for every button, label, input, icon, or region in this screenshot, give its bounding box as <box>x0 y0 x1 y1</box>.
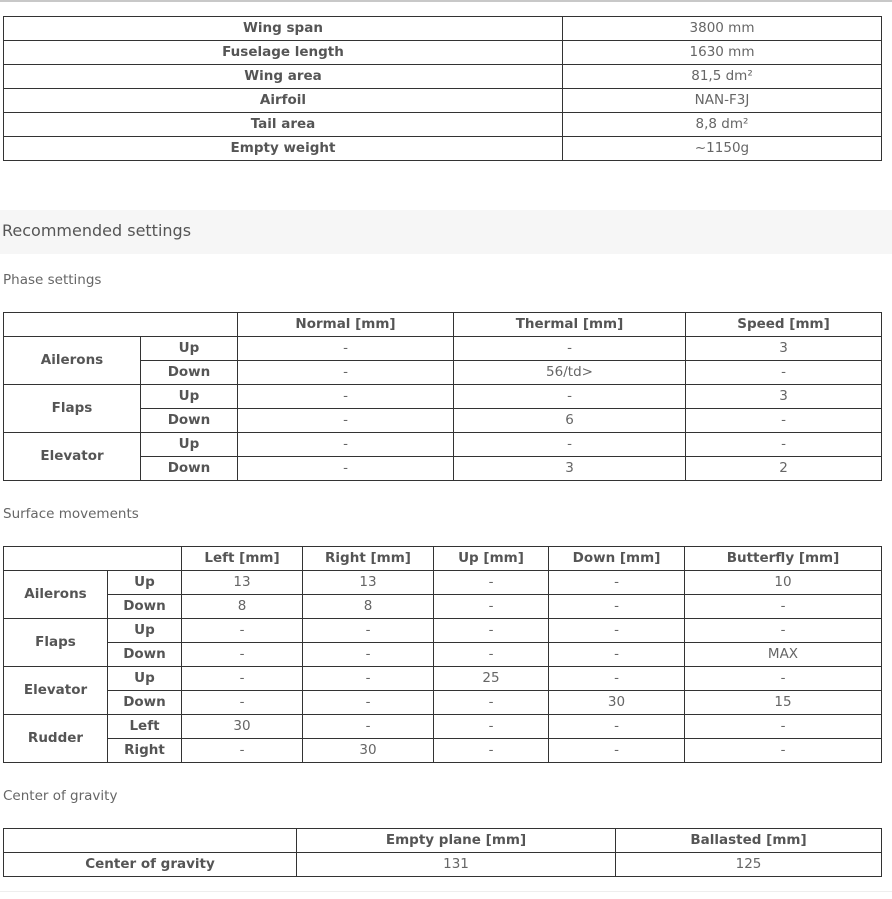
column-header: Up [mm] <box>434 547 549 571</box>
direction-label: Up <box>141 337 238 361</box>
table-row <box>4 715 882 739</box>
table-header-row <box>4 547 882 571</box>
value-cell: - <box>549 667 685 691</box>
direction-label: Down <box>141 457 238 481</box>
direction-label: Down <box>108 691 182 715</box>
table-row <box>4 137 882 161</box>
value-cell: - <box>434 571 549 595</box>
direction-label: Right <box>108 739 182 763</box>
table-row <box>4 595 882 619</box>
value-cell: 125 <box>616 853 882 877</box>
spec-value: NAN-F3J <box>563 89 882 113</box>
column-header: Thermal [mm] <box>454 313 686 337</box>
value-cell: - <box>303 667 434 691</box>
surface-movements-table <box>3 546 882 763</box>
table-row <box>4 337 882 361</box>
value-cell: - <box>434 715 549 739</box>
value-cell: - <box>238 385 454 409</box>
value-cell: 2 <box>686 457 882 481</box>
blank-header-cell <box>4 829 297 853</box>
value-cell: - <box>238 409 454 433</box>
value-cell: - <box>685 739 882 763</box>
table-header-row <box>4 829 882 853</box>
spec-label: Fuselage length <box>4 41 563 65</box>
value-cell: - <box>303 643 434 667</box>
value-cell: 3 <box>686 385 882 409</box>
value-cell: 30 <box>549 691 685 715</box>
table-row <box>4 41 882 65</box>
value-cell: - <box>182 667 303 691</box>
table-row <box>4 571 882 595</box>
value-cell: - <box>238 457 454 481</box>
table-row <box>4 89 882 113</box>
phase-settings-title: Phase settings <box>3 272 102 288</box>
value-cell: - <box>549 715 685 739</box>
value-cell: - <box>549 571 685 595</box>
value-cell: - <box>686 433 882 457</box>
table-header-row <box>4 313 882 337</box>
recommended-settings-header <box>0 210 892 254</box>
group-label: Ailerons <box>4 337 141 385</box>
value-cell: 3 <box>454 457 686 481</box>
spec-value: 3800 mm <box>563 17 882 41</box>
value-cell: 6 <box>454 409 686 433</box>
value-cell: - <box>549 619 685 643</box>
value-cell: 13 <box>303 571 434 595</box>
value-cell: - <box>434 619 549 643</box>
direction-label: Up <box>108 571 182 595</box>
row-label: Center of gravity <box>4 853 297 877</box>
table-row <box>4 691 882 715</box>
value-cell: - <box>303 619 434 643</box>
direction-label: Down <box>108 643 182 667</box>
column-header: Empty plane [mm] <box>297 829 616 853</box>
value-cell: 13 <box>182 571 303 595</box>
group-label: Elevator <box>4 433 141 481</box>
center-of-gravity-title: Center of gravity <box>3 788 118 804</box>
group-label: Flaps <box>4 385 141 433</box>
group-label: Flaps <box>4 619 108 667</box>
column-header: Speed [mm] <box>686 313 882 337</box>
direction-label: Left <box>108 715 182 739</box>
value-cell: - <box>238 337 454 361</box>
value-cell: - <box>549 739 685 763</box>
surface-movements-title: Surface movements <box>3 506 139 522</box>
spec-label: Empty weight <box>4 137 563 161</box>
table-row <box>4 643 882 667</box>
table-row <box>4 17 882 41</box>
spec-label: Airfoil <box>4 89 563 113</box>
spec-value: 1630 mm <box>563 41 882 65</box>
value-cell: - <box>238 361 454 385</box>
value-cell: 8 <box>303 595 434 619</box>
spec-value: 8,8 dm² <box>563 113 882 137</box>
value-cell: MAX <box>685 643 882 667</box>
column-header: Ballasted [mm] <box>616 829 882 853</box>
phase-settings-table <box>3 312 882 481</box>
value-cell: - <box>454 385 686 409</box>
blank-header-cell <box>4 547 182 571</box>
value-cell: - <box>686 361 882 385</box>
value-cell: - <box>303 691 434 715</box>
value-cell: - <box>182 643 303 667</box>
column-header: Down [mm] <box>549 547 685 571</box>
table-row <box>4 113 882 137</box>
direction-label: Up <box>141 385 238 409</box>
center-of-gravity-table <box>3 828 882 877</box>
direction-label: Up <box>108 619 182 643</box>
value-cell: - <box>685 619 882 643</box>
value-cell: - <box>454 337 686 361</box>
table-row <box>4 619 882 643</box>
spec-value: ~1150g <box>563 137 882 161</box>
value-cell: - <box>434 739 549 763</box>
spec-label: Tail area <box>4 113 563 137</box>
direction-label: Up <box>141 433 238 457</box>
value-cell: 3 <box>686 337 882 361</box>
bottom-divider <box>0 891 892 892</box>
table-row <box>4 385 882 409</box>
specifications-table <box>3 16 882 161</box>
table-row <box>4 667 882 691</box>
table-row <box>4 433 882 457</box>
value-cell: 10 <box>685 571 882 595</box>
value-cell: - <box>685 595 882 619</box>
section-title: Recommended settings <box>2 221 192 240</box>
spec-value: 81,5 dm² <box>563 65 882 89</box>
group-label: Elevator <box>4 667 108 715</box>
blank-header-cell <box>4 313 238 337</box>
table-row <box>4 65 882 89</box>
value-cell: - <box>182 691 303 715</box>
group-label: Ailerons <box>4 571 108 619</box>
value-cell: - <box>303 715 434 739</box>
value-cell: 56/td> <box>454 361 686 385</box>
value-cell: 30 <box>303 739 434 763</box>
value-cell: - <box>454 433 686 457</box>
top-divider <box>0 0 892 2</box>
value-cell: 30 <box>182 715 303 739</box>
value-cell: - <box>238 433 454 457</box>
direction-label: Down <box>141 361 238 385</box>
value-cell: 8 <box>182 595 303 619</box>
table-row <box>4 853 882 877</box>
column-header: Butterfly [mm] <box>685 547 882 571</box>
value-cell: - <box>686 409 882 433</box>
direction-label: Down <box>141 409 238 433</box>
value-cell: 25 <box>434 667 549 691</box>
value-cell: 15 <box>685 691 882 715</box>
column-header: Right [mm] <box>303 547 434 571</box>
direction-label: Up <box>108 667 182 691</box>
value-cell: - <box>182 619 303 643</box>
value-cell: - <box>434 595 549 619</box>
spec-label: Wing span <box>4 17 563 41</box>
value-cell: - <box>549 595 685 619</box>
value-cell: - <box>549 643 685 667</box>
value-cell: - <box>685 715 882 739</box>
spec-label: Wing area <box>4 65 563 89</box>
value-cell: - <box>434 691 549 715</box>
value-cell: - <box>182 739 303 763</box>
column-header: Left [mm] <box>182 547 303 571</box>
value-cell: 131 <box>297 853 616 877</box>
value-cell: - <box>685 667 882 691</box>
table-row <box>4 739 882 763</box>
value-cell: - <box>434 643 549 667</box>
group-label: Rudder <box>4 715 108 763</box>
column-header: Normal [mm] <box>238 313 454 337</box>
direction-label: Down <box>108 595 182 619</box>
